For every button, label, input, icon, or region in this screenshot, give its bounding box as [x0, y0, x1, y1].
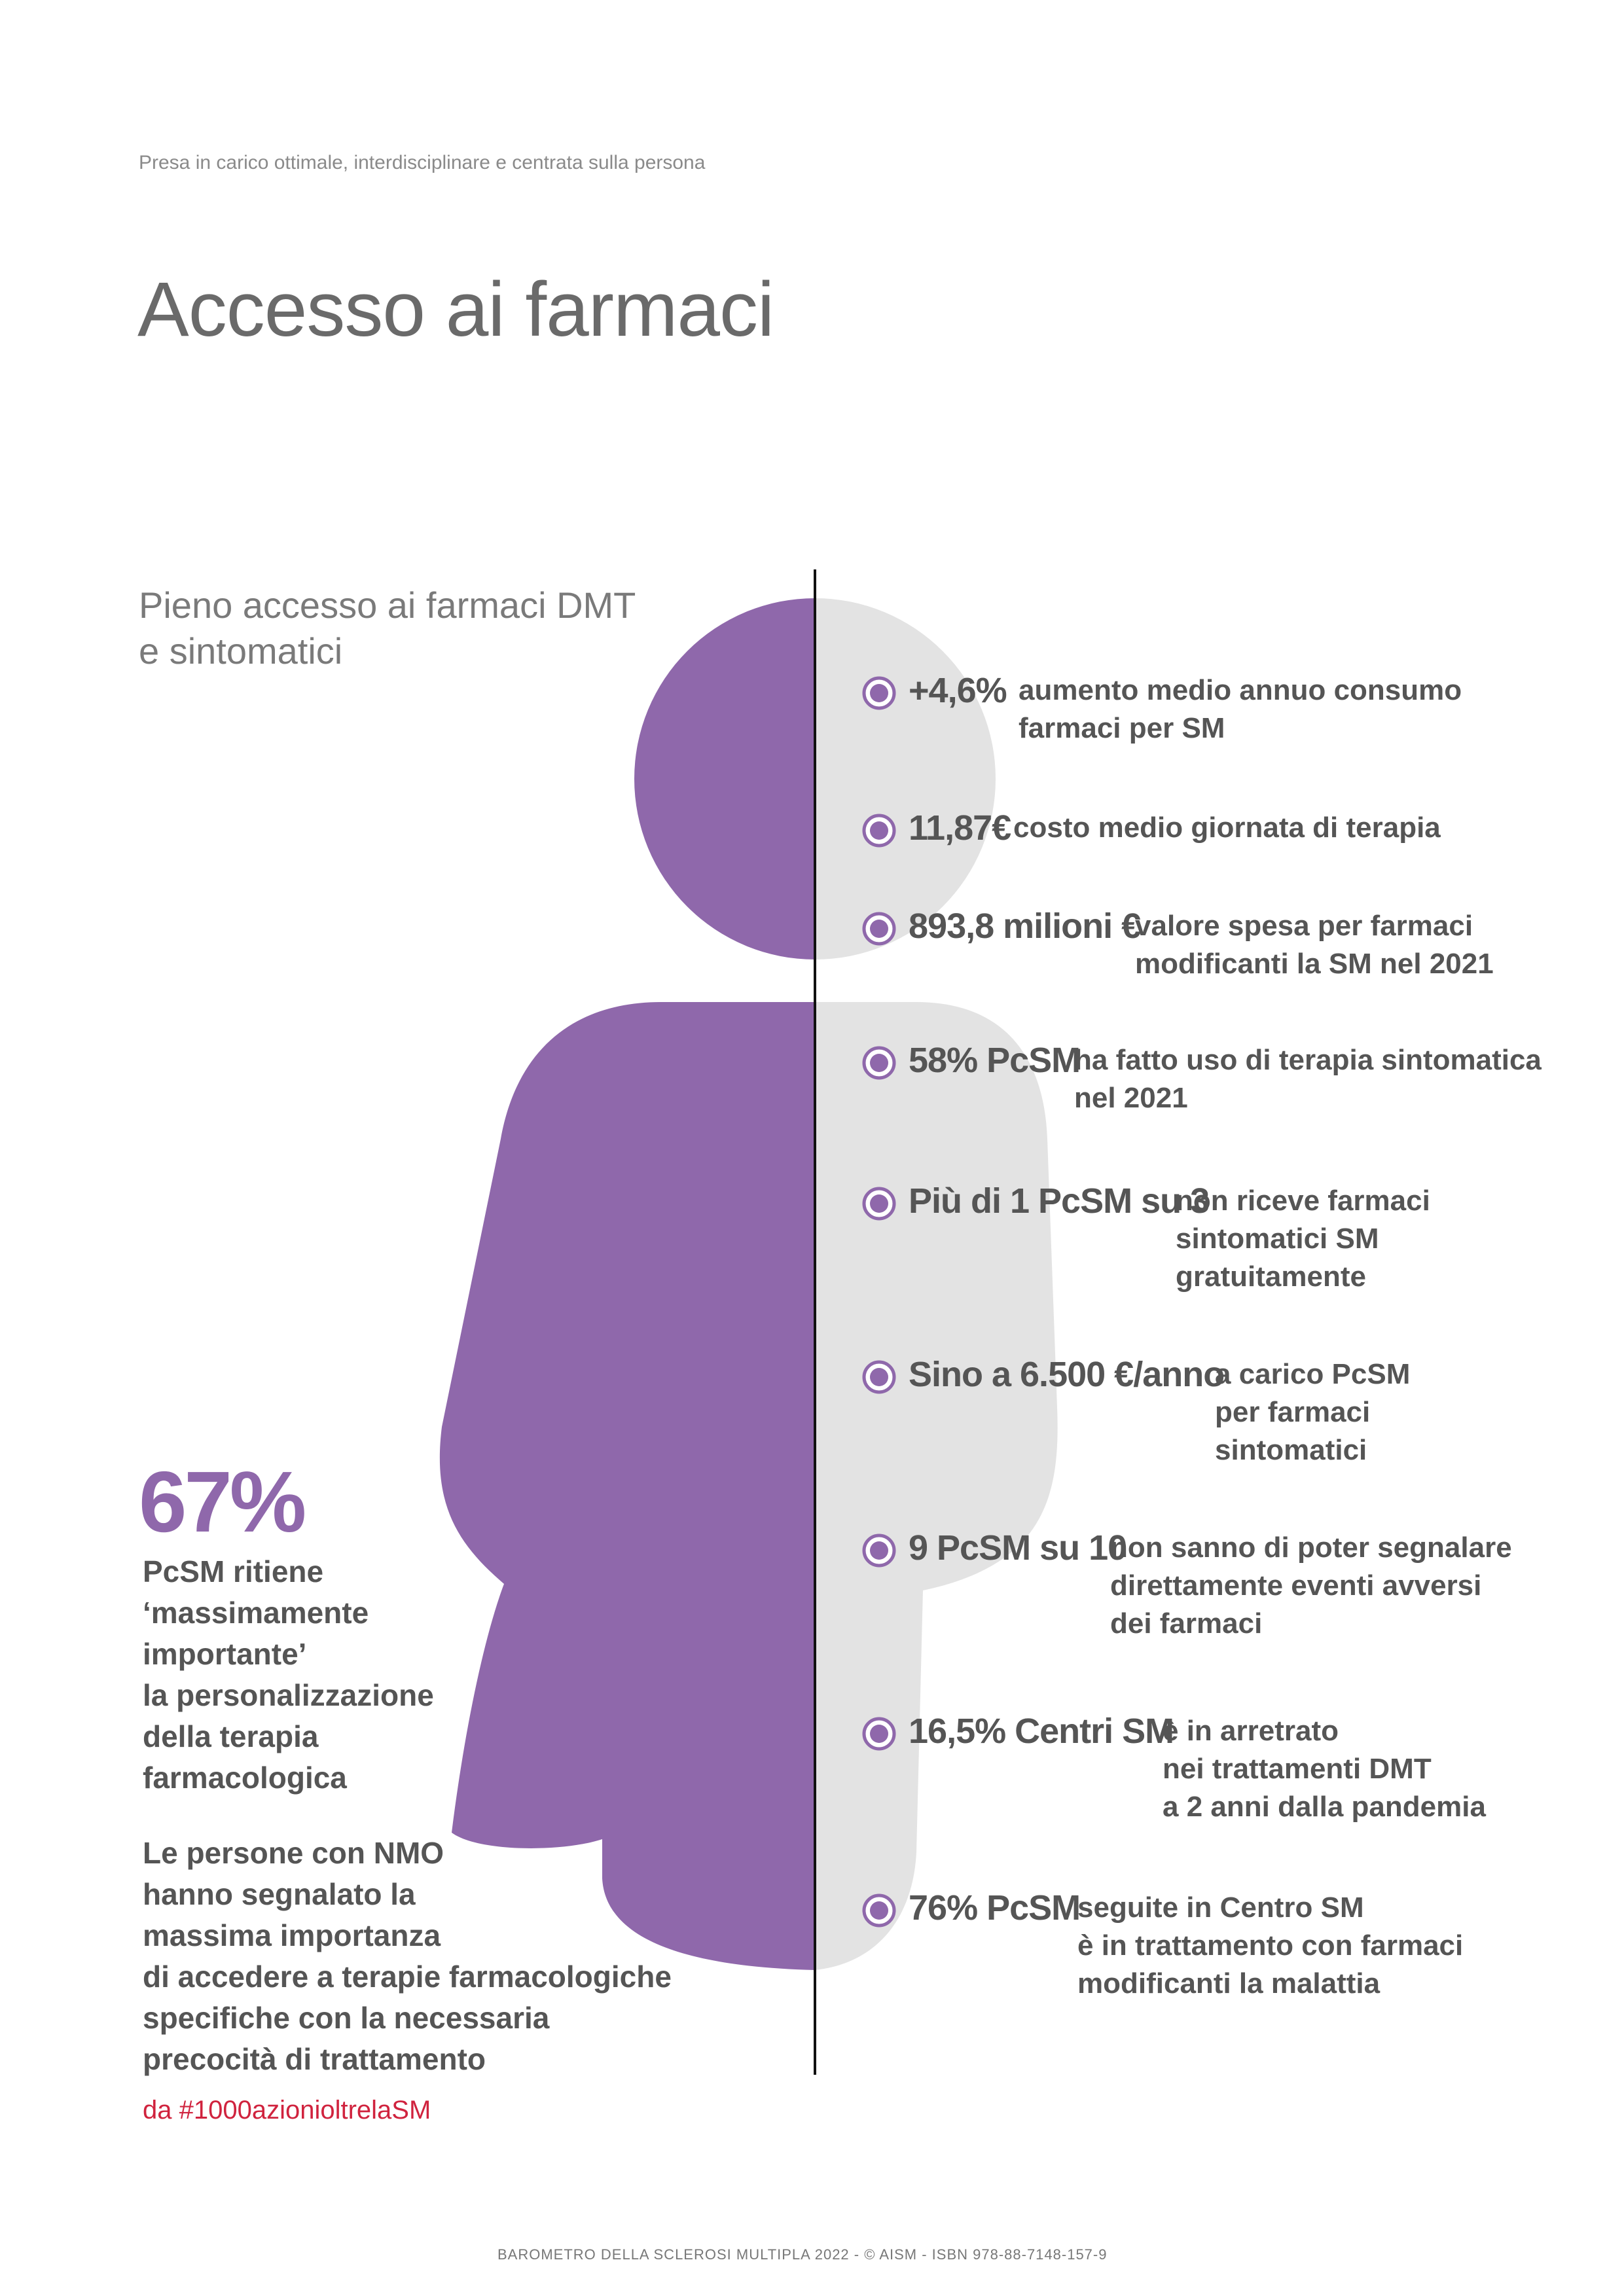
section-label-line: Pieno accesso ai farmaci DMT [139, 584, 636, 626]
circle-bullet-icon [861, 1893, 897, 1928]
stat-description-line: ha fatto uso di terapia sintomatica [1074, 1044, 1542, 1076]
circle-bullet-icon [861, 1716, 897, 1751]
stat-description-line: costo medio giornata di terapia [1013, 812, 1441, 844]
stat-description-line: modificanti la malattia [1077, 1967, 1380, 2000]
text-line: importante’ [143, 1637, 307, 1671]
stat-description-line: sintomatici SM [1176, 1223, 1379, 1255]
text-line: la personalizzazione [143, 1678, 434, 1712]
big-percent: 67% [139, 1454, 304, 1550]
stat-value: 16,5% Centri SM [909, 1712, 1174, 1751]
text-line: specifiche con la necessaria [143, 2001, 550, 2035]
stat-value: 58% PcSM [909, 1041, 1081, 1080]
running-head: Presa in carico ottimale, interdisciplinare e centrata sulla persona [139, 152, 706, 173]
stat-description-line: nei trattamenti DMT [1163, 1753, 1432, 1785]
section-label [139, 583, 636, 674]
stat-description [1013, 809, 1441, 847]
stat-description-line: modificanti la SM nel 2021 [1135, 948, 1494, 980]
section-label-line: e sintomatici [139, 630, 343, 672]
text-line: PcSM ritiene [143, 1554, 324, 1588]
left-paragraph-1 [143, 1551, 434, 1799]
stat-description-line: a carico PcSM [1215, 1358, 1411, 1390]
stat-description [1110, 1529, 1512, 1643]
stat-description-line: a 2 anni dalla pandemia [1163, 1791, 1486, 1823]
stat-description [1074, 1041, 1542, 1117]
circle-bullet-icon [861, 1533, 897, 1568]
text-line: massima importanza [143, 1918, 441, 1952]
stat-value: Più di 1 PcSM su 3 [909, 1181, 1210, 1221]
stat-description-line: direttamente eventi avversi [1110, 1570, 1482, 1602]
circle-bullet-icon [861, 1359, 897, 1395]
text-line: precocità di trattamento [143, 2042, 486, 2076]
stat-description-line: farmaci per SM [1019, 712, 1225, 744]
stat-description-line: non sanno di poter segnalare [1110, 1532, 1512, 1564]
stat-value: Sino a 6.500 €/anno [909, 1355, 1225, 1394]
stat-description [1077, 1889, 1463, 2003]
stat-description-line: non riceve farmaci [1176, 1185, 1430, 1217]
page-title: Accesso ai farmaci [137, 266, 774, 353]
stat-description-line: dei farmaci [1110, 1607, 1263, 1640]
stat-description-line: è in trattamento con farmaci [1077, 1929, 1464, 1962]
stat-description-line: aumento medio annuo consumo [1019, 674, 1462, 706]
stat-description [1163, 1712, 1486, 1826]
stat-description [1135, 907, 1494, 983]
circle-bullet-icon [861, 675, 897, 711]
text-line: hanno segnalato la [143, 1877, 416, 1911]
stat-description [1019, 672, 1462, 747]
stat-description-line: per farmaci [1215, 1396, 1371, 1428]
circle-bullet-icon [861, 911, 897, 946]
stat-value: +4,6% [909, 671, 1007, 710]
stat-value: 9 PcSM su 10 [909, 1528, 1127, 1568]
text-line: ‘massimamente [143, 1596, 369, 1630]
hashtag: da #1000azionioltrelaSM [143, 2096, 431, 2125]
stat-description-line: nel 2021 [1074, 1082, 1188, 1114]
page-footer: BAROMETRO DELLA SCLEROSI MULTIPLA 2022 - © AISM - ISBN 978-88-7148-157-9 [497, 2246, 1108, 2263]
left-paragraph-2 [143, 1833, 672, 2080]
circle-bullet-icon [861, 1045, 897, 1081]
text-line: Le persone con NMO [143, 1836, 444, 1870]
stat-description-line: sintomatici [1215, 1434, 1367, 1466]
stat-value: 11,87€ [909, 808, 1011, 848]
circle-bullet-icon [861, 813, 897, 848]
stat-description-line: è in arretrato [1163, 1715, 1339, 1747]
text-line: di accedere a terapie farmacologiche [143, 1960, 672, 1994]
stat-description-line: valore spesa per farmaci [1135, 910, 1473, 942]
circle-bullet-icon [861, 1186, 897, 1221]
text-line: farmacologica [143, 1761, 347, 1795]
text-line: della terapia [143, 1719, 319, 1753]
stat-description-line: gratuitamente [1176, 1261, 1366, 1293]
stat-description-line: seguite in Centro SM [1077, 1892, 1364, 1924]
stat-value: 893,8 milioni € [909, 906, 1141, 946]
stat-description [1176, 1182, 1430, 1296]
stat-description [1215, 1355, 1410, 1469]
stat-value: 76% PcSM [909, 1888, 1081, 1928]
